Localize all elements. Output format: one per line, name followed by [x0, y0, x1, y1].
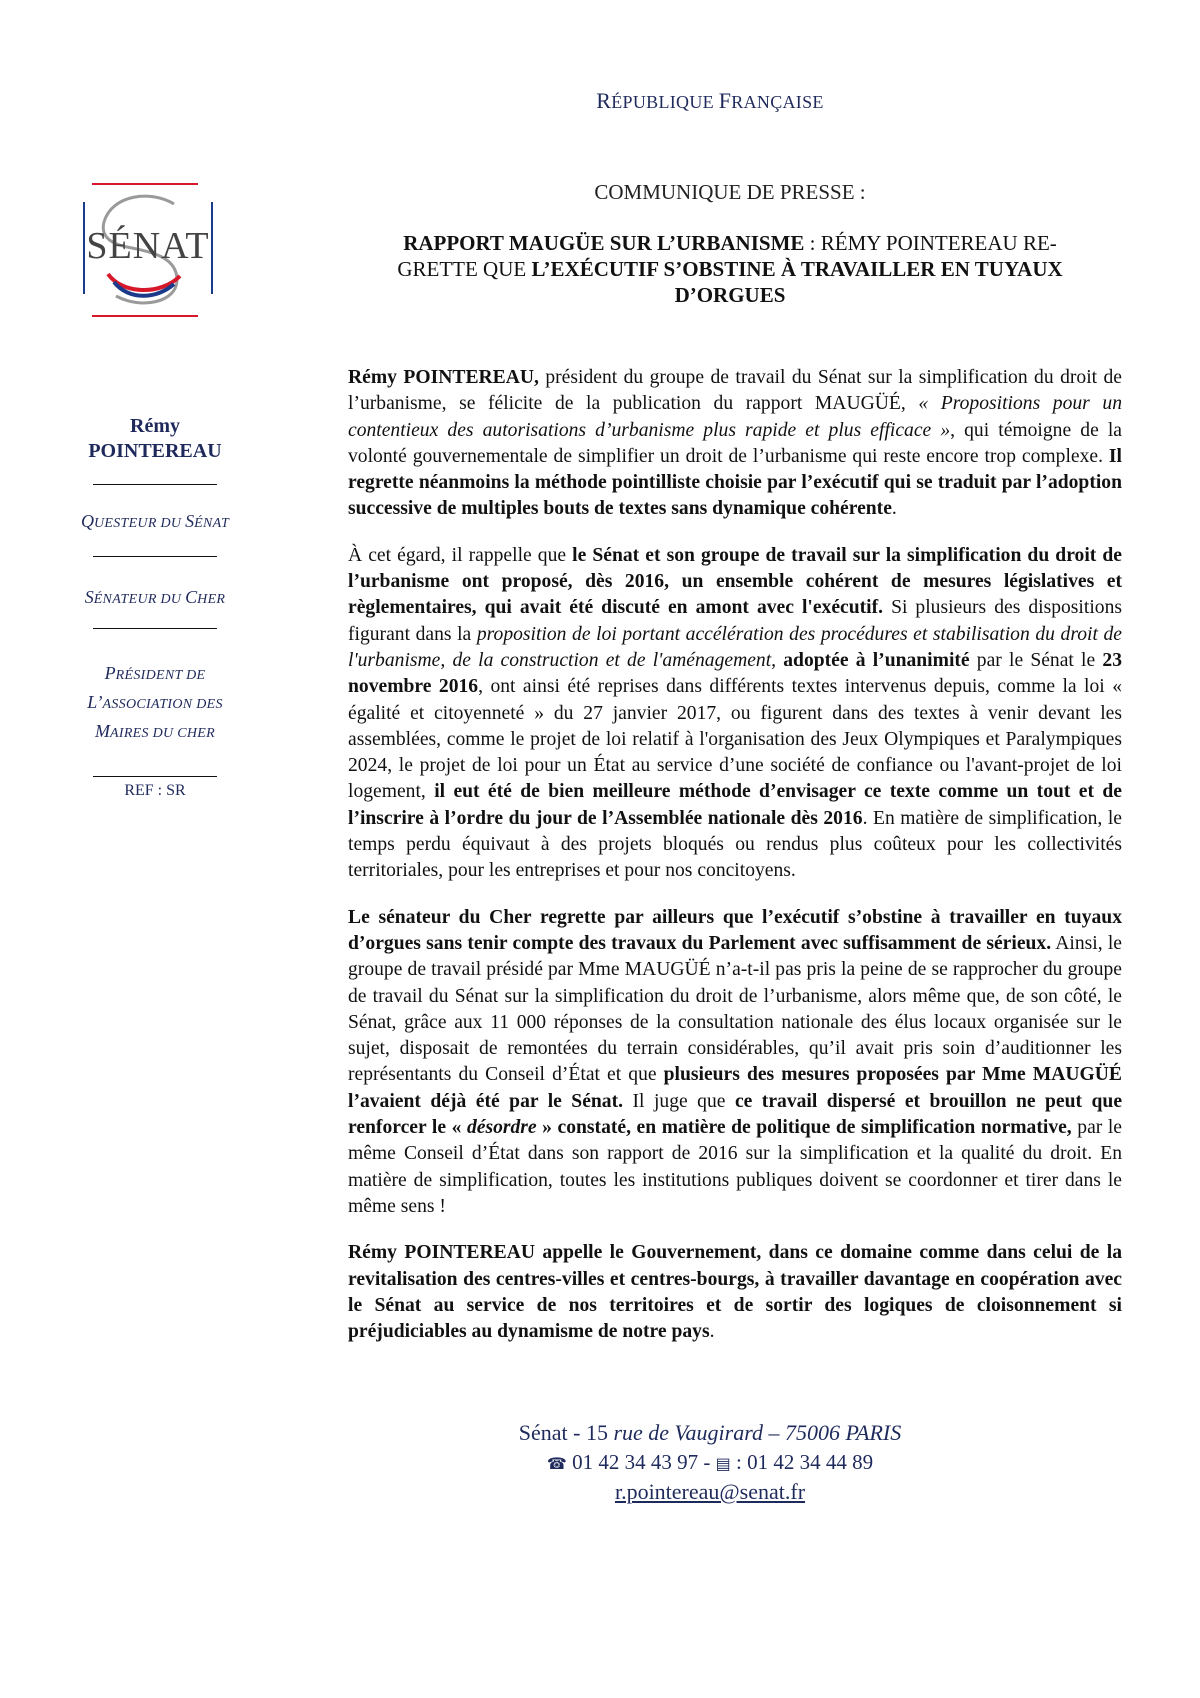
- text-run: , ont ainsi été reprises dans différents textes intervenus depuis, comme la loi « égalité et citoyenneté » du 27 janvier 2017, ou figurent dans des textes à venir devant les assemblées, comme le projet de loi relatif à l'organisation des Jeux Olympiques et Paralympiques 2024, le projet de loi pour un État au service d’une société de confiance ou l'avant-projet de loi logement,: [348, 676, 1122, 803]
- text-run: Le sénateur du Cher regrette par ailleurs que l’exécutif s’obstine à travailler en tuyaux d’orgues sans tenir compte des travaux du Parlement avec suffisamment de sérieux.: [348, 906, 1122, 954]
- paragraph-3: [348, 905, 1122, 1221]
- press-release-label: COMMUNIQUE DE PRESSE :: [594, 180, 866, 204]
- divider: [93, 556, 217, 557]
- text-run: . En matière de simplification, le temps perdu équivaut à des projets bloqués ou rendus plus coûteux pour les collectivités territoriales, pour les entreprises et pour nos concitoyens.: [348, 807, 1122, 882]
- text-run: il eut été de bien meilleure méthode d’envisager ce texte comme un tout et de l’inscrire à l’ordre du jour de l’Assemblée nationale dès 2016: [348, 781, 1122, 829]
- text-run: président du groupe de travail du Sénat sur la simplification du droit de l’urbanisme, se félicite de la publication du rapport MAUGÜÉ,: [348, 367, 1123, 415]
- press-title: RAPPORT MAUGÜE SUR L’URBANISME : RÉMY POINTEREAU REGRETTE QUE L’EXÉCUTIF S’OBSTINE À TRAVAILLER EN TUYAUX D’ORGUES: [397, 231, 1063, 307]
- text-run: par le même Conseil d’État dans son rapport de 2016 sur la simplification et la qualité du droit. En matière de simplification, toutes les institutions publiques doivent se coordonner et tirer dans le même sens !: [348, 1117, 1122, 1217]
- paragraph-4: [348, 1240, 1122, 1345]
- text-run: .: [709, 1321, 715, 1343]
- role-senateur: SÉNATEUR DU CHER: [84, 587, 226, 607]
- text-run: ce travail dispersé et brouillon ne peut que renforcer le «: [348, 1090, 1123, 1139]
- text-run: désordre: [466, 1117, 537, 1139]
- senat-logo: [82, 182, 232, 332]
- phone-icon: ☎: [546, 1456, 567, 1473]
- divider: [93, 776, 217, 777]
- reference: REF : SR: [124, 782, 186, 799]
- text-run: « Propositions pour un contentieux des autorisations d’urbanisme plus rapide et plus efficace »: [348, 393, 1122, 441]
- text-run: le Sénat et son groupe de travail sur la simplification du droit de l’urbanisme ont proposé, dès 2016, un ensemble cohérent de mesures législatives et règlementaires, qui avait été discuté en amont avec l'exécutif.: [348, 544, 1122, 619]
- text-run: Ainsi, le groupe de travail présidé par Mme MAUGÜÉ n’a-t-il pas pris la peine de se rapprocher du groupe de travail du Sénat sur la simplification du droit de l’urbanisme, alors même que, de son côté, le Sénat, grâce aux 11 000 réponses de la consultation nationale des élus locaux organisée sur le sujet, disposait de remontées du terrain considérables, qu’il avait pris soin d’auditionner les représentants du Conseil d’État et que: [348, 932, 1122, 1086]
- text-run: Rémy POINTEREAU appelle le Gouvernement, dans ce domaine comme dans celui de la revitalisation des centres-villes et centres-bourgs, à travailler davantage en coopération avec le Sénat au service de nos territoires et de sortir des logiques de cloisonnement si préjudiciables au dynamisme de notre pays: [348, 1242, 1122, 1343]
- text-run: .: [891, 498, 897, 520]
- divider: [93, 628, 217, 629]
- text-run: plusieurs des mesures proposées par Mme MAUGÜÉ l’avaient déjà été par le Sénat.: [348, 1064, 1122, 1112]
- text-run: À cet égard, il rappelle que: [348, 544, 573, 566]
- text-run: 23 novembre 2016: [348, 649, 1122, 698]
- sidebar-name: Rémy POINTEREAU: [88, 415, 222, 462]
- text-run: Si plusieurs des dispositions figurant dans la: [348, 597, 1122, 645]
- email-link[interactable]: r.pointereau@senat.fr: [614, 1479, 806, 1504]
- role-president: PRÉSIDENT DE L’ASSOCIATION DES MAIRES DU CHER: [87, 663, 223, 741]
- text-run: Il regrette néanmoins la méthode pointilliste choisie par l’exécutif qui se traduit par l’adoption successive de multiples bouts de textes sans dynamique cohérente: [348, 445, 1122, 520]
- republique-francaise: RÉPUBLIQUE FRANÇAISE: [596, 88, 824, 113]
- text-run: » constaté, en matière de politique de simplification normative,: [536, 1117, 1072, 1139]
- role-questeur: QUESTEUR DU SÉNAT: [80, 511, 230, 531]
- text-run: Il juge que: [623, 1090, 735, 1112]
- text-run: Rémy POINTEREAU,: [348, 367, 539, 388]
- fax-icon: ▤: [715, 1456, 731, 1473]
- paragraph-1: [348, 365, 1122, 523]
- text-run: proposition de loi portant accélération des procédures et stabilisation du droit de l'urbanisme, de la construction et de l'aménagement,: [348, 623, 1122, 671]
- footer-address: Sénat - 15 rue de Vaugirard – 75006 PARIS ☎ 01 42 34 43 97 - ▤ : 01 42 34 44 89 r.pointereau@senat.fr: [0, 1420, 1200, 1505]
- body-text: [348, 365, 1122, 1365]
- logo-text: SÉNAT: [86, 225, 210, 267]
- text-run: par le Sénat le: [969, 649, 1103, 671]
- text-run: , qui témoigne de la volonté gouvernementale de simplifier un droit de l’urbanisme qui reste encore trop complexe.: [348, 419, 1122, 467]
- text-run: adoptée à l’unanimité: [783, 649, 970, 671]
- divider: [93, 484, 217, 485]
- paragraph-2: [348, 543, 1122, 885]
